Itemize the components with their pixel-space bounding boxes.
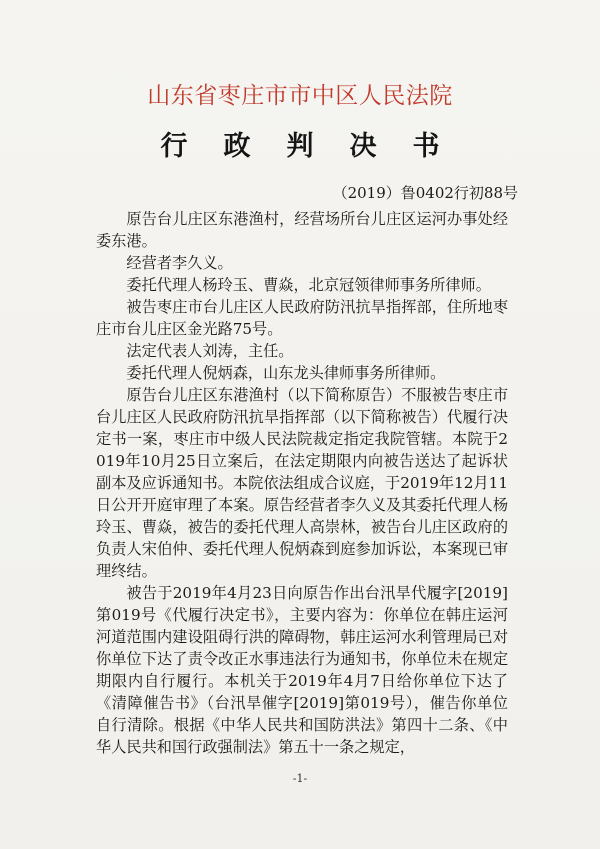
paragraph-plaintiff-agents: 委托代理人杨玲玉、曹焱，北京冠领律师事务所律师。 (126, 276, 491, 294)
paragraph-administrative-decision: 被告于2019年4月23日向原告作出台汛旱代履字[2019]第019号《代履行决定书》，主要内容为：你单位在韩庄运河河道范围内建设阻碍行洪的障碍物，韩庄运河水利管理局已对你单位下达了责令改正水事违法行为通知书，你单位未在规定期限内自行履行。本机关于2019年4月7日给你单位下达了《清障催告书》（台汛旱催字[2019]第019号），催告你单位自行清除。根据《中华人民共和国防洪法》第四十二条、《中华人民共和国行政强制法》第五十一条之规定， (96, 584, 508, 756)
document-title: 行政判决书 (160, 131, 476, 162)
paragraph-defendant-agent: 委托代理人倪炳森，山东龙头律师事务所律师。 (126, 364, 446, 382)
paragraph-defendant: 被告枣庄市台儿庄区人民政府防汛抗旱指挥部，住所地枣庄市台儿庄区金光路75号。 (96, 298, 508, 338)
paragraph-operator: 经营者李久义。 (126, 254, 233, 272)
page-number: -1- (292, 772, 308, 785)
paragraph-plaintiff: 原告台儿庄区东港渔村，经营场所台儿庄区运河办事处经委东港。 (96, 210, 508, 250)
paragraph-case-history: 原告台儿庄区东港渔村（以下简称原告）不服被告枣庄市台儿庄区人民政府防汛抗旱指挥部（以下简称被告）代履行决定书一案，枣庄市中级人民法院裁定指定我院管辖。本院于2019年10月25日立案后，在法定期限内向被告送达了起诉状副本及应诉通知书。本院依法组成合议庭，于2019年12月11日公开开庭审理了本案。原告经营者李久义及其委托代理人杨玲玉、曹焱，被告的委托代理人高崇林，被告台儿庄区政府的负责人宋伯仲、委托代理人倪炳森到庭参加诉讼，本案现已审理终结。 (96, 386, 508, 580)
court-name: 山东省枣庄市市中区人民法院 (147, 83, 453, 109)
paragraph-legal-representative: 法定代表人刘涛，主任。 (126, 342, 294, 360)
case-number: （2019）鲁0402行初88号 (332, 184, 518, 202)
judgment-body (96, 208, 508, 758)
